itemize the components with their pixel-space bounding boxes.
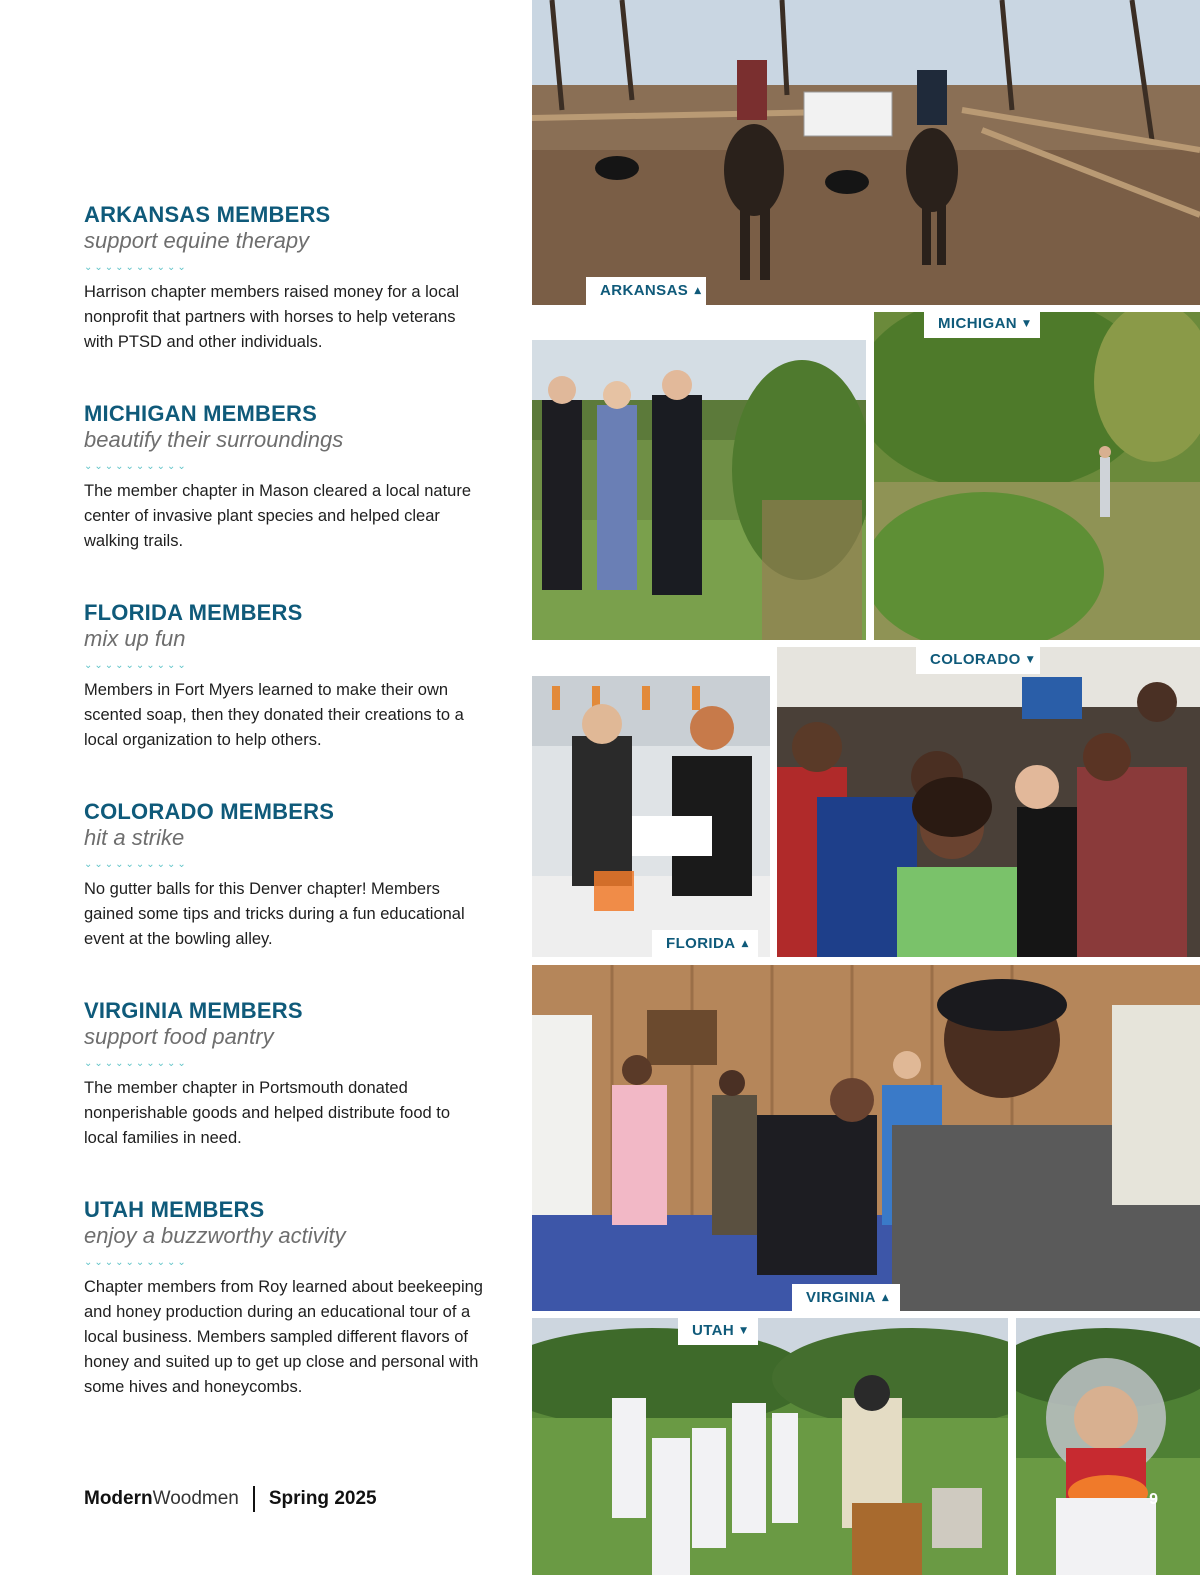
michigan-photo-group xyxy=(532,340,866,640)
chevron-divider: ⌄⌄⌄⌄⌄⌄⌄⌄⌄⌄ xyxy=(84,262,188,273)
volunteers-trail-image xyxy=(532,340,866,640)
nature-field-image xyxy=(874,312,1200,640)
photo-tag-label: VIRGINIA xyxy=(806,1289,876,1306)
story-title: ARKANSAS MEMBERS xyxy=(84,202,331,227)
story-subtitle: mix up fun xyxy=(84,626,186,651)
story-arkansas xyxy=(84,202,484,355)
triangle-up-icon: ▲ xyxy=(694,286,702,296)
child-bee-suit-image xyxy=(1016,1318,1200,1575)
story-virginia xyxy=(84,998,484,1151)
story-body: The member chapter in Portsmouth donated nonperishable goods and helped distribute food to local families in need. xyxy=(84,1079,451,1147)
story-subtitle: support food pantry xyxy=(84,1024,274,1049)
story-subtitle: hit a strike xyxy=(84,825,185,850)
page-footer xyxy=(84,1484,377,1514)
photo-tag-utah xyxy=(678,1317,758,1345)
photo-tag-colorado xyxy=(916,646,1040,674)
utah-photo-child xyxy=(1016,1318,1200,1575)
horse-riders-image xyxy=(532,0,1200,305)
story-title: VIRGINIA MEMBERS xyxy=(84,998,303,1023)
photo-tag-label: FLORIDA xyxy=(666,935,736,952)
photo-tag-label: MICHIGAN xyxy=(938,315,1018,332)
story-title: MICHIGAN MEMBERS xyxy=(84,401,317,426)
story-subtitle: beautify their surroundings xyxy=(84,427,344,452)
triangle-up-icon: ▲ xyxy=(881,1293,890,1303)
story-body: No gutter balls for this Denver chapter! Members gained some tips and tricks during a fun educational event at the bowling alley. xyxy=(84,880,465,948)
photo-tag-label: COLORADO xyxy=(930,651,1021,668)
story-utah xyxy=(84,1197,484,1400)
colorado-photo xyxy=(777,647,1200,957)
soap-making-image xyxy=(532,676,770,957)
arkansas-photo xyxy=(532,0,1200,305)
chevron-divider: ⌄⌄⌄⌄⌄⌄⌄⌄⌄⌄ xyxy=(84,1257,188,1268)
utah-photo-group xyxy=(532,1318,1008,1575)
triangle-down-icon: ▼ xyxy=(1023,319,1031,329)
florida-photo xyxy=(532,676,770,957)
story-subtitle: enjoy a buzzworthy activity xyxy=(84,1223,346,1248)
photo-tag-label: UTAH xyxy=(692,1322,735,1339)
photo-tag-michigan xyxy=(924,310,1040,338)
photo-tag-label: ARKANSAS xyxy=(600,282,689,299)
story-florida xyxy=(84,600,484,753)
virginia-photo xyxy=(532,965,1200,1311)
story-title: FLORIDA MEMBERS xyxy=(84,600,303,625)
story-body: The member chapter in Mason cleared a local nature center of invasive plant species and helped clear walking trails. xyxy=(84,482,472,550)
footer-divider xyxy=(253,1486,255,1512)
photo-tag-virginia xyxy=(792,1284,900,1312)
michigan-photo-field xyxy=(874,312,1200,640)
triangle-down-icon: ▼ xyxy=(740,1326,748,1336)
photo-tag-arkansas xyxy=(586,277,706,305)
story-title: COLORADO MEMBERS xyxy=(84,799,335,824)
story-body: Harrison chapter members raised money for a local nonprofit that partners with horses to help veterans with PTSD and other individuals. xyxy=(84,283,460,351)
story-michigan xyxy=(84,401,484,554)
chevron-divider: ⌄⌄⌄⌄⌄⌄⌄⌄⌄⌄ xyxy=(84,859,188,870)
bowling-group-image xyxy=(777,647,1200,957)
photo-tag-florida xyxy=(652,930,758,958)
triangle-up-icon: ▲ xyxy=(741,939,749,949)
story-colorado xyxy=(84,799,484,952)
brand-name-light: Woodmen xyxy=(152,1488,239,1509)
story-subtitle: support equine therapy xyxy=(84,228,310,253)
issue-label: Spring 2025 xyxy=(268,1488,377,1509)
chevron-divider: ⌄⌄⌄⌄⌄⌄⌄⌄⌄⌄ xyxy=(84,461,188,472)
story-body: Members in Fort Myers learned to make their own scented soap, then they donated their creations to a local organization to help others. xyxy=(84,681,464,749)
food-pantry-image xyxy=(532,965,1200,1311)
beekeeping-tour-image xyxy=(532,1318,1008,1575)
chevron-divider: ⌄⌄⌄⌄⌄⌄⌄⌄⌄⌄ xyxy=(84,1058,188,1069)
story-body: Chapter members from Roy learned about beekeeping and honey production during an educational tour of a local business. Members sampled different flavors of honey and suited up to get up close and personal with some hives and honeycombs. xyxy=(84,1278,483,1396)
page-number: 9 xyxy=(1149,1491,1158,1508)
brand-name-bold: Modern xyxy=(84,1488,153,1509)
story-title: UTAH MEMBERS xyxy=(84,1197,265,1222)
chevron-divider: ⌄⌄⌄⌄⌄⌄⌄⌄⌄⌄ xyxy=(84,660,188,671)
triangle-down-icon: ▼ xyxy=(1026,655,1035,665)
